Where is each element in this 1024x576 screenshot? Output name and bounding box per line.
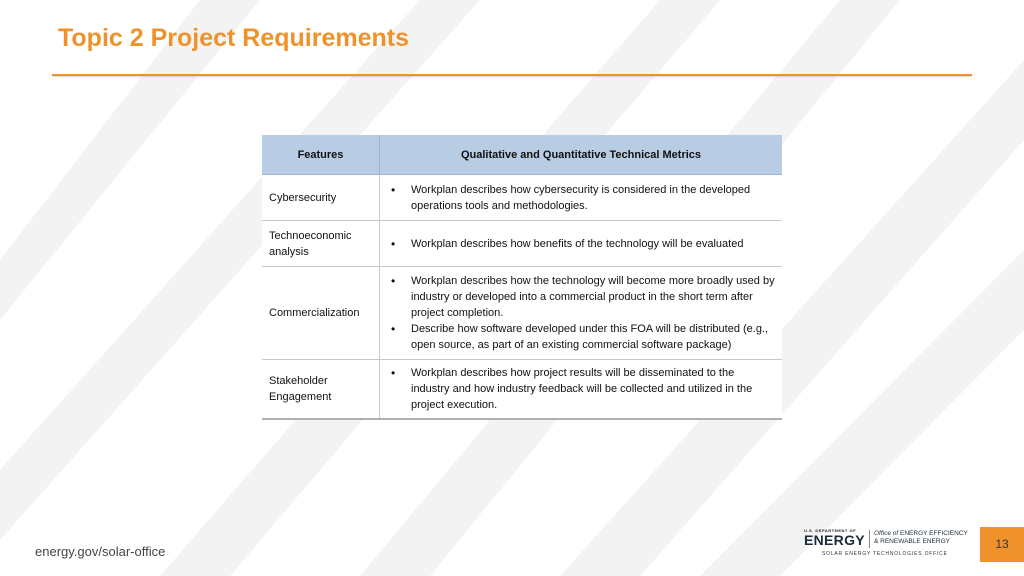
feature-cell: Commercialization [262, 267, 380, 360]
metrics-list [387, 236, 775, 252]
table-row [262, 175, 782, 221]
metrics-cell [380, 267, 783, 360]
requirements-table [262, 135, 782, 420]
logo-dept-line: U.S. DEPARTMENT OF [804, 528, 857, 533]
logo-office-line2: & RENEWABLE ENERGY [874, 538, 950, 545]
features-column-header: Features [262, 135, 380, 175]
logo-seto-text: SOLAR ENERGY TECHNOLOGIES OFFICE [822, 551, 948, 557]
metric-bullet: • Workplan describes how cybersecurity is considered in the developed operations tools and methodologies. [387, 182, 775, 214]
logo-energy-wordmark: ENERGY [804, 532, 865, 548]
table-row [262, 221, 782, 267]
metrics-list [387, 365, 775, 413]
metric-bullet: • Describe how software developed under this FOA will be distributed (e.g., open source, as part of an existing commercial software package) [387, 321, 775, 353]
metric-bullet: • Workplan describes how benefits of the technology will be evaluated [387, 236, 775, 252]
feature-cell: Technoeconomic analysis [262, 221, 380, 267]
feature-cell: Cybersecurity [262, 175, 380, 221]
metrics-cell [380, 221, 783, 267]
table-row [262, 267, 782, 360]
metrics-column-header: Qualitative and Quantitative Technical Metrics [380, 135, 783, 175]
doe-eere-logo [804, 527, 974, 562]
table-header-row [262, 135, 782, 175]
slide-title: Topic 2 Project Requirements [58, 24, 410, 52]
logo-divider [869, 530, 870, 548]
metric-bullet: • Workplan describes how project results will be disseminated to the industry and how industry feedback will be collected and utilized in the project execution. [387, 365, 775, 413]
metrics-list [387, 182, 775, 214]
page-number-box [980, 527, 1024, 562]
feature-cell: Stakeholder Engagement [262, 360, 380, 419]
title-divider [52, 74, 972, 76]
page-number: 13 [995, 537, 1009, 551]
footer-url: energy.gov/solar-office [35, 544, 166, 559]
metrics-cell [380, 175, 783, 221]
logo-office-line1: ENERGY EFFICIENCY [900, 530, 968, 537]
logo-office-text [874, 530, 968, 546]
metrics-cell [380, 360, 783, 419]
table-row [262, 360, 782, 419]
logo-office-prefix: Office of [874, 530, 899, 537]
metrics-list [387, 273, 775, 353]
metric-bullet: • Workplan describes how the technology will become more broadly used by industry or developed into a commercial product in the short term after project completion. [387, 273, 775, 321]
